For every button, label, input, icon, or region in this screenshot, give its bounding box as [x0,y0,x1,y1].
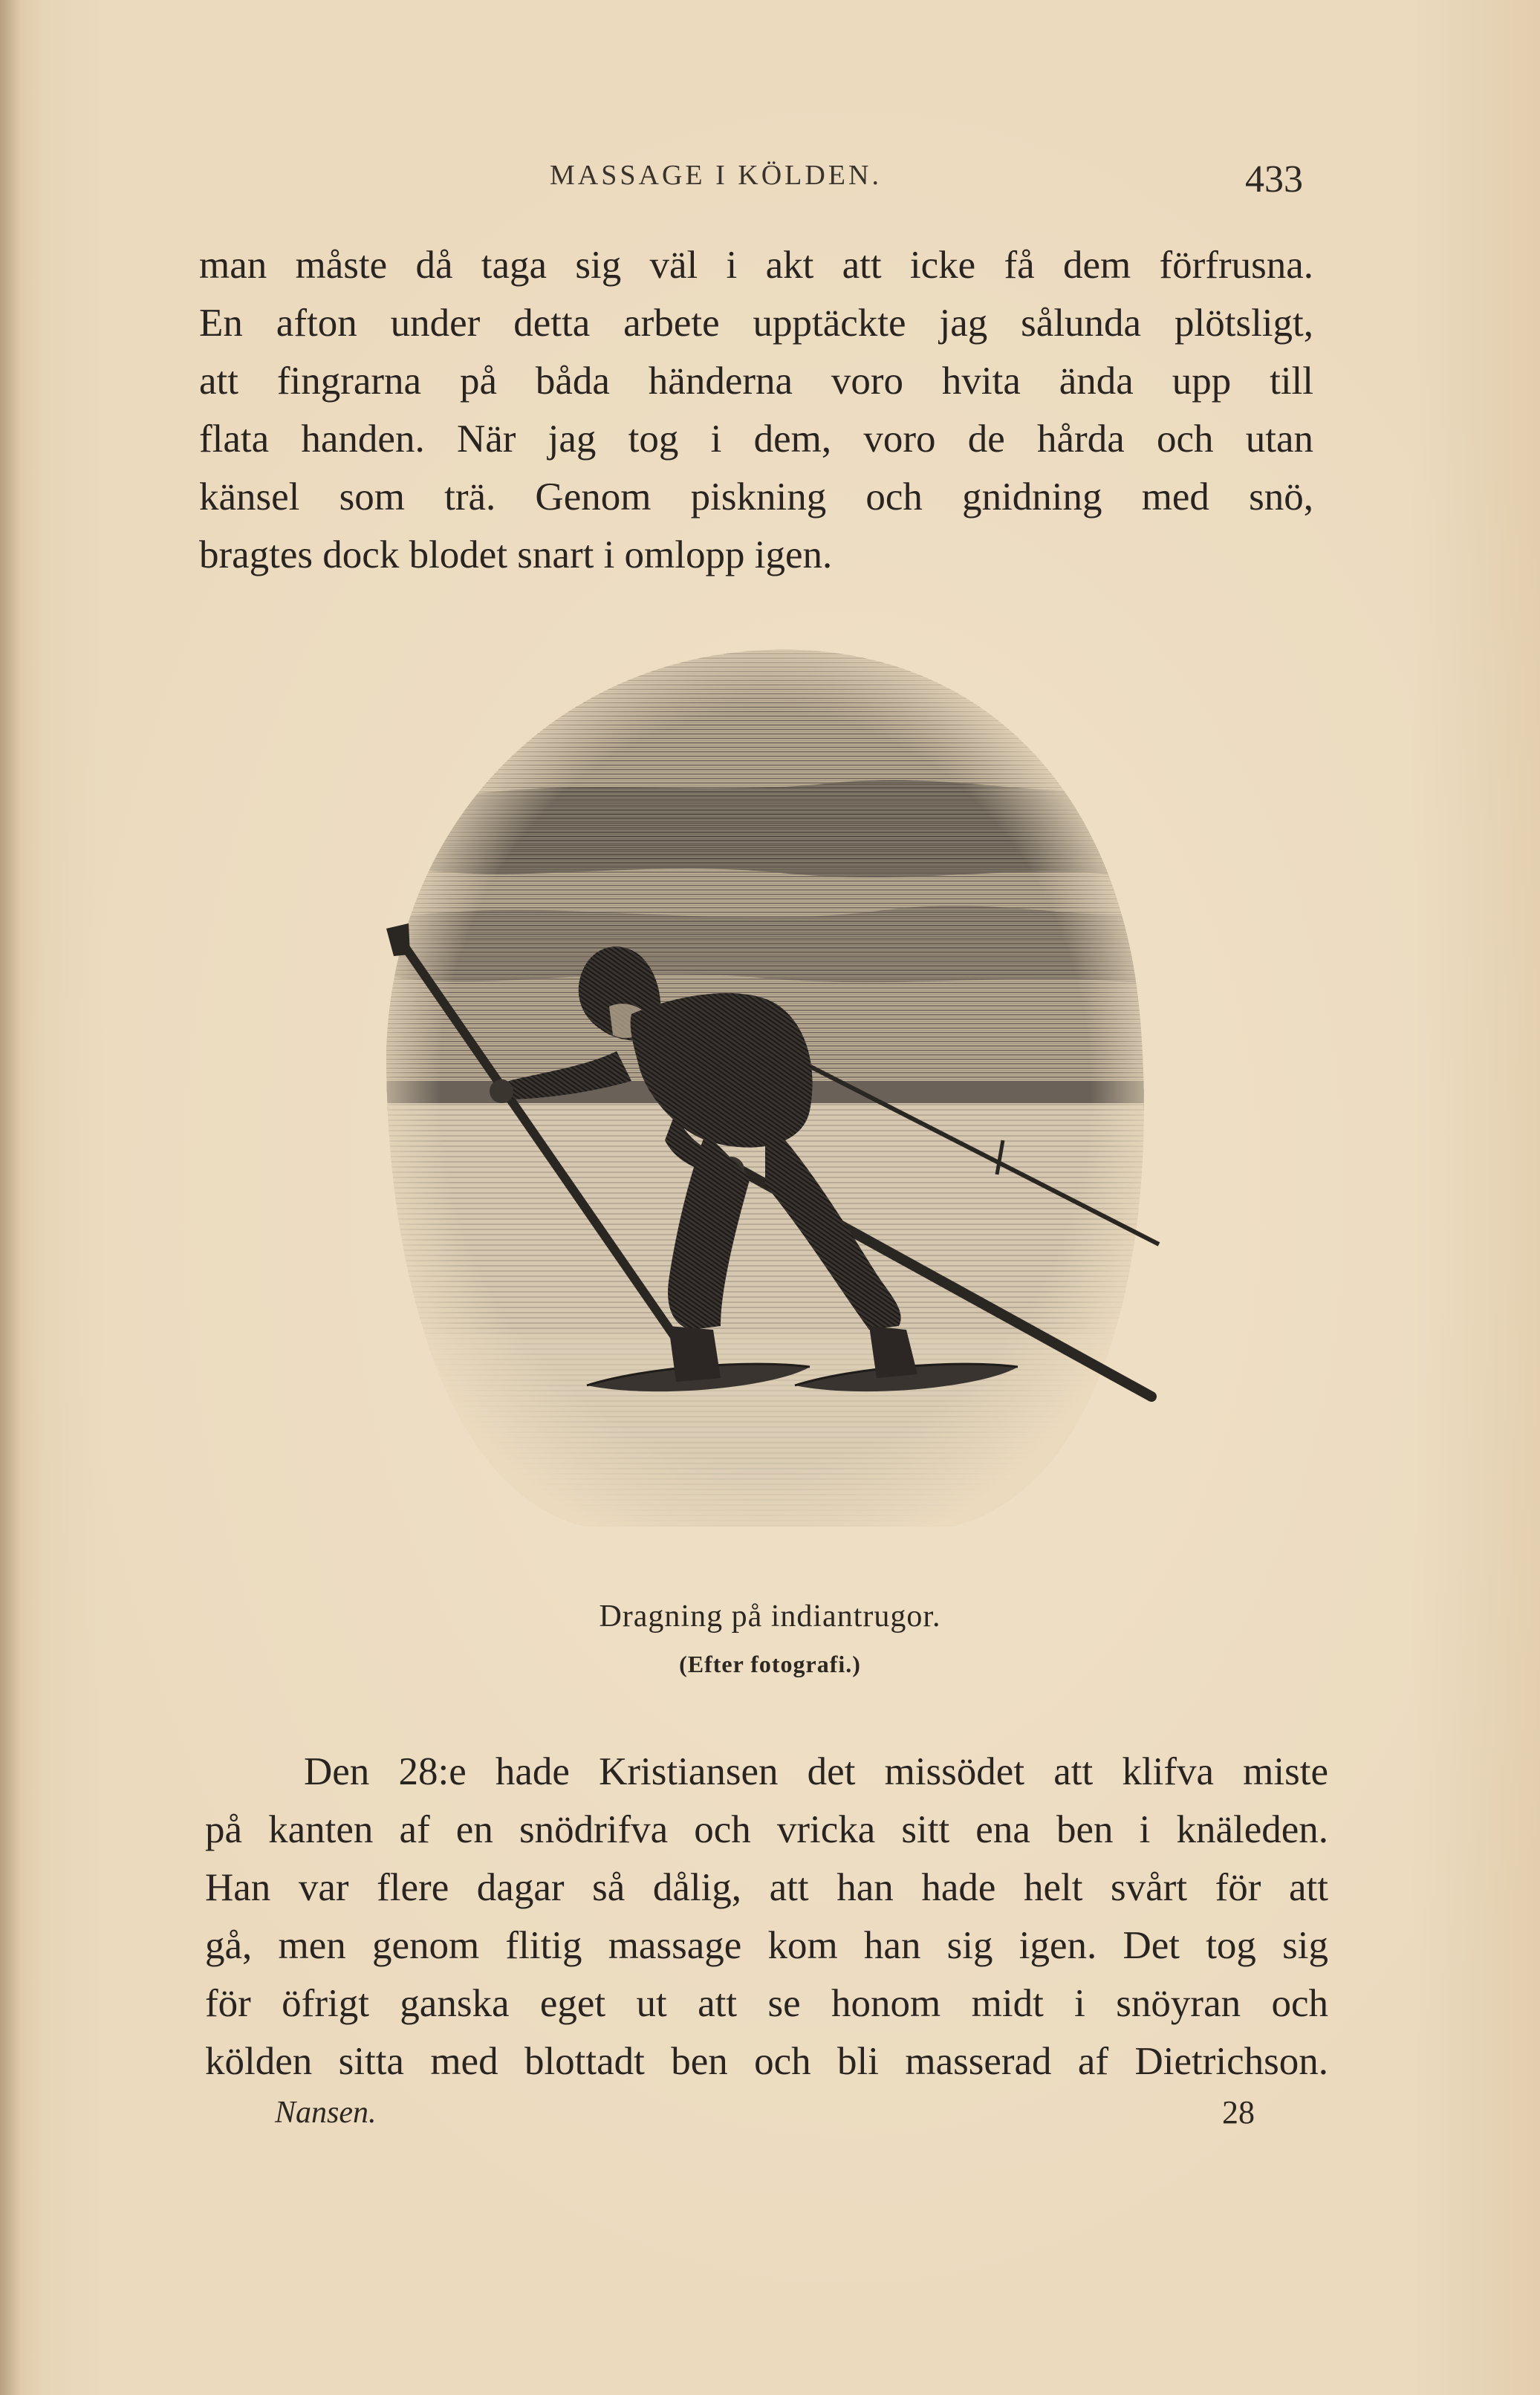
snowshoe-illustration [364,635,1174,1556]
text-line: gå, men genom flitig massage kom han sig igen. Det tog sig [205,1924,1328,1967]
paragraph-2 [205,1743,1328,2090]
figure-caption: Dragning på indiantrugor. [599,1599,941,1634]
running-head: MASSAGE I KÖLDEN. [550,160,882,191]
text-line: på kanten af en snödrifva och vricka sitt ena ben i knäleden. [205,1808,1328,1851]
text-line: En afton under detta arbete upptäckte jag sålunda plötsligt, [199,302,1313,345]
sheet-number: 28 [1222,2094,1255,2131]
text-line: för öfrigt ganska eget ut att se honom midt i snöyran och [205,1982,1328,2025]
text-line: att fingrarna på båda händerna voro hvita ända upp till [199,360,1313,403]
text-line: Den 28:e hade Kristiansen det missödet att klifva miste [304,1750,1328,1793]
text-line: flata handen. När jag tog i dem, voro de hårda och utan [199,417,1313,461]
signature-mark: Nansen. [275,2096,377,2130]
paragraph-1 [199,236,1313,584]
figure-source-note: (Efter fotografi.) [679,1651,861,1677]
page-number: 433 [1245,158,1303,201]
text-line: känsel som trä. Genom piskning och gnidning med snö, [199,475,1313,519]
spine-shadow [0,0,21,2395]
text-line: Han var flere dagar så dålig, att han hade helt svårt för att [205,1866,1328,1909]
text-line: kölden sitta med blottadt ben och bli masserad af Dietrichson. [205,2040,1328,2083]
text-line: bragtes dock blodet snart i omlopp igen. [199,533,833,576]
text-line: man måste då taga sig väl i akt att icke få dem förfrusna. [199,244,1313,287]
